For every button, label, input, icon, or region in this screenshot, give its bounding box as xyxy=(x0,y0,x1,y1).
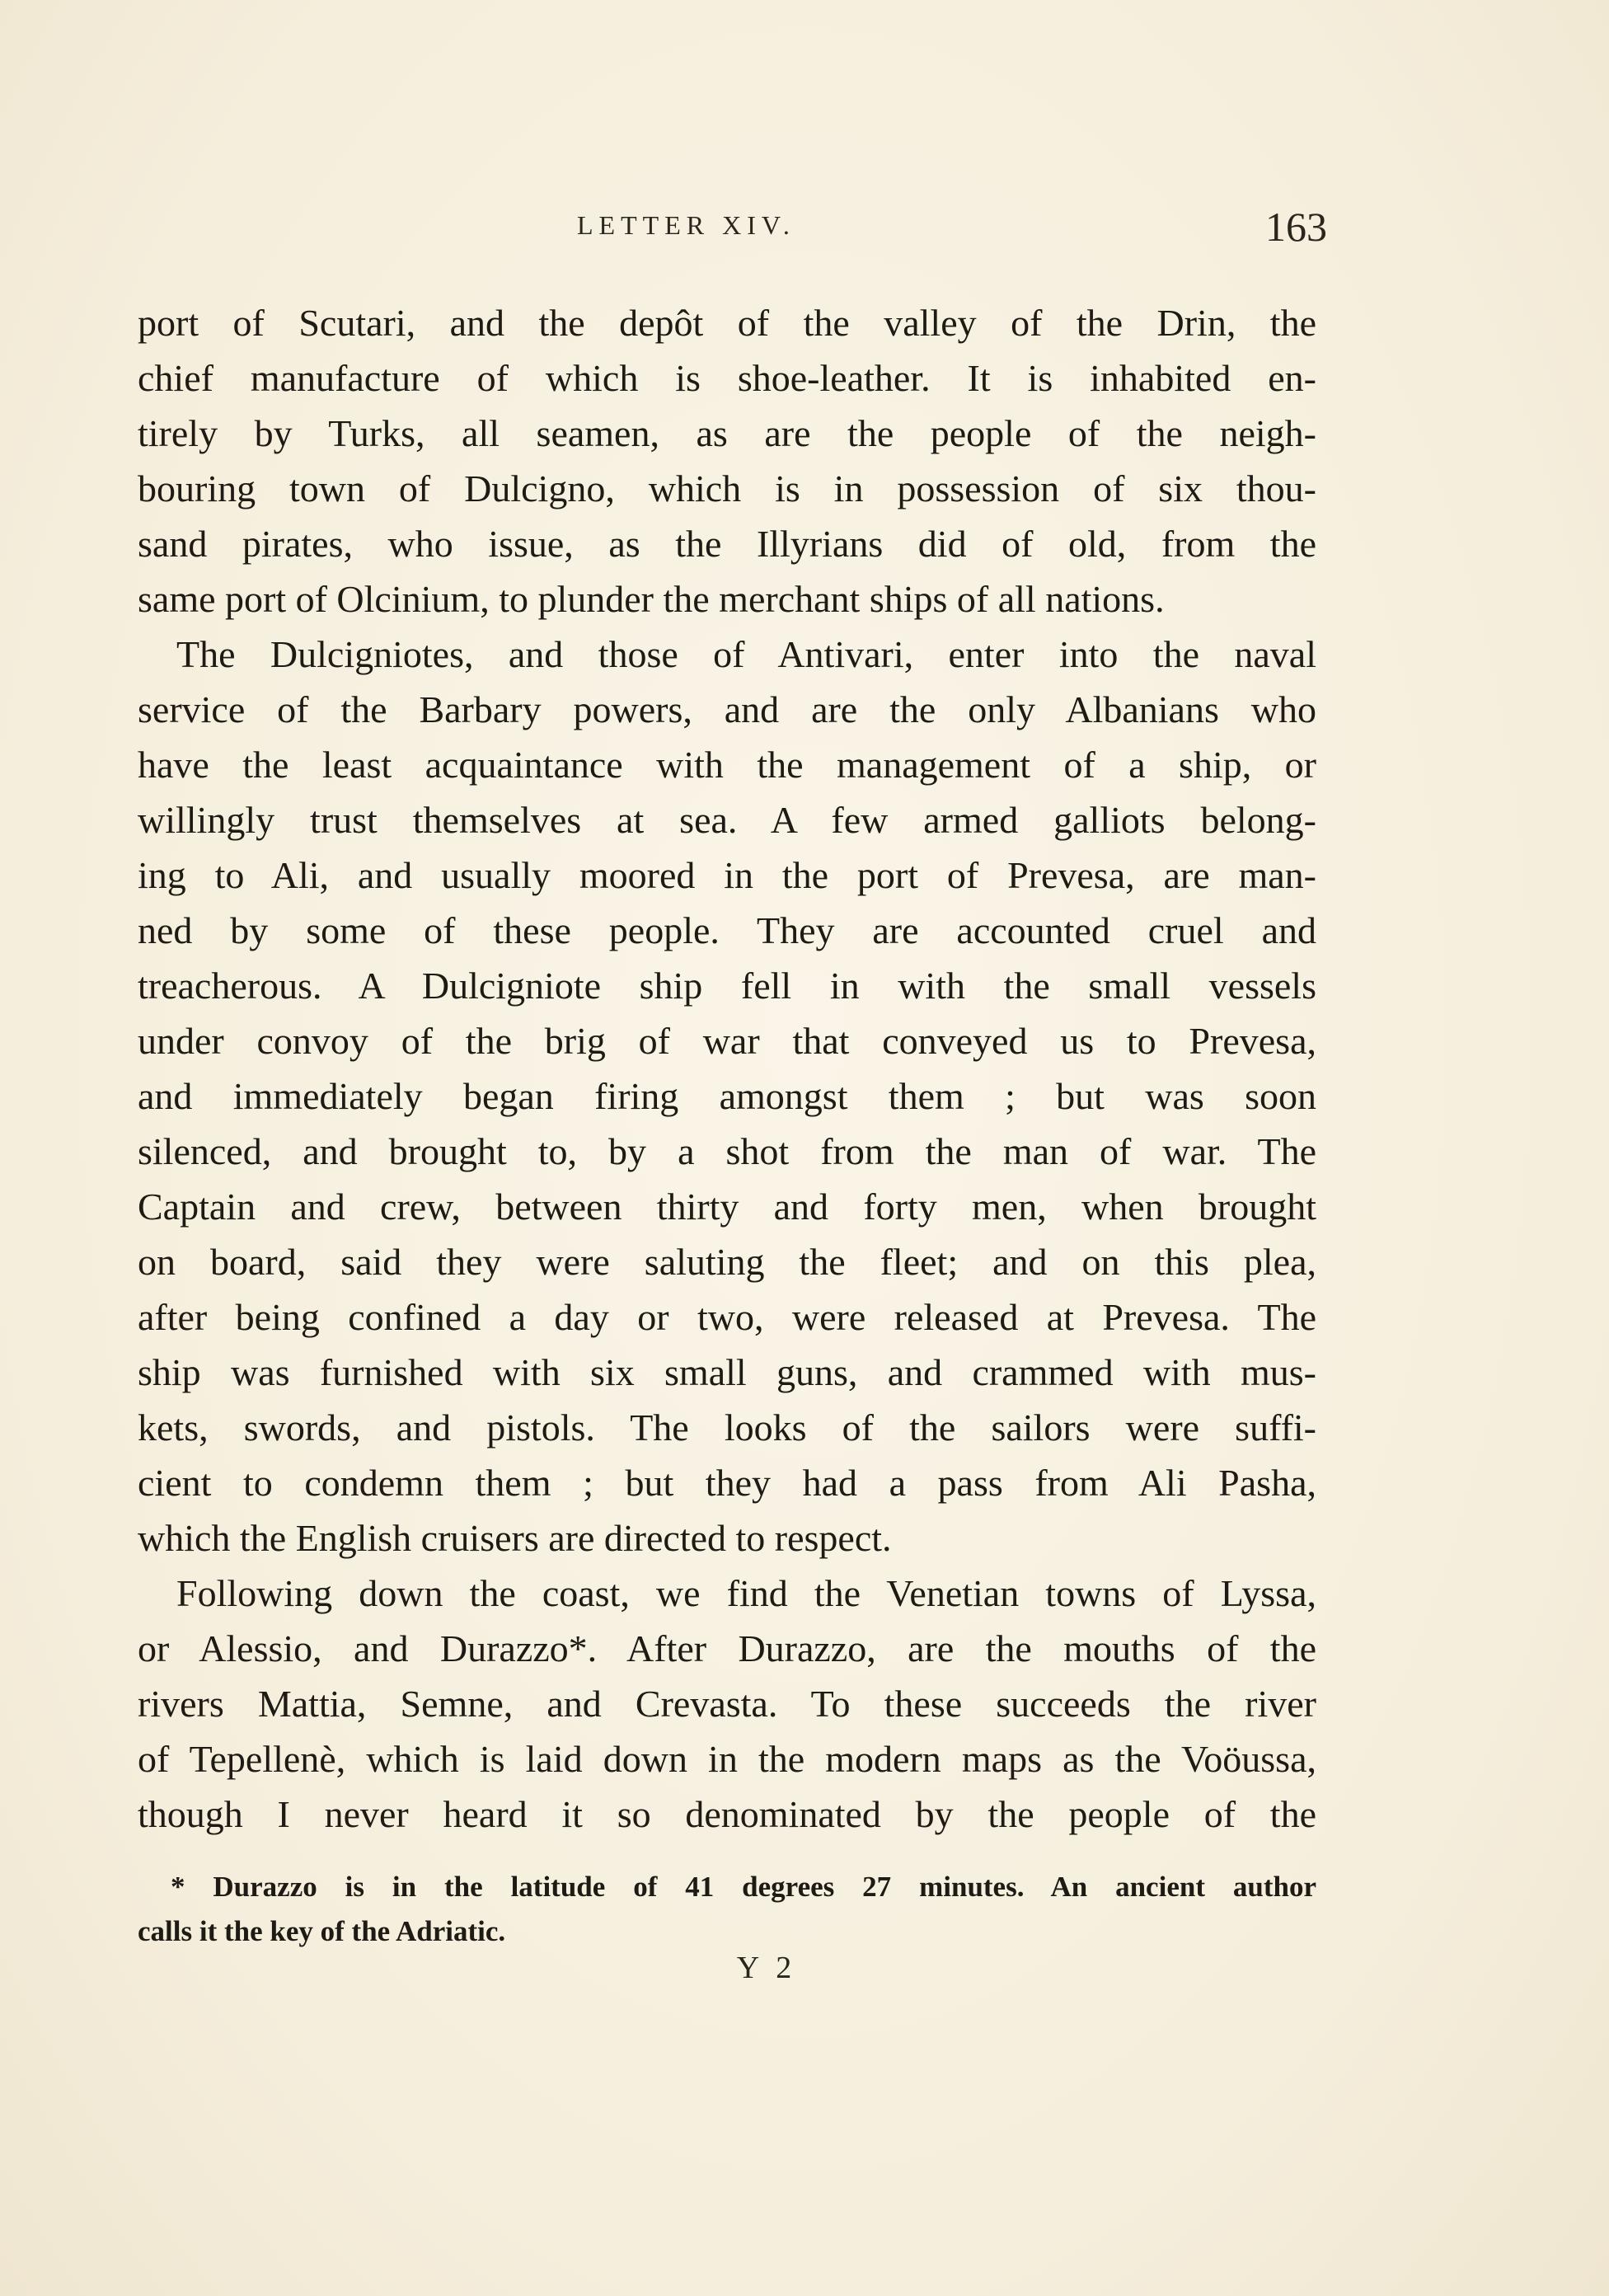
text-line: under convoy of the brig of war that conveyed us to Prevesa, xyxy=(138,1020,1316,1062)
text-line: tirely by Turks, all seamen, as are the people of the neigh- xyxy=(138,412,1316,454)
text-line: and immediately began firing amongst them ; but was soon xyxy=(138,1075,1316,1117)
signature-mark: Y 2 xyxy=(736,1951,797,1985)
text-line: bouring town of Dulcigno, which is in possession of six thou- xyxy=(138,467,1316,509)
text-line: of Tepellenè, which is laid down in the modern maps as the Voöussa, xyxy=(138,1738,1316,1780)
body-text xyxy=(138,295,1316,1842)
text-line: service of the Barbary powers, and are the only Albanians who xyxy=(138,688,1316,730)
text-line: kets, swords, and pistols. The looks of the sailors were suffi- xyxy=(138,1406,1316,1448)
text-line: have the least acquaintance with the management of a ship, or xyxy=(138,744,1316,786)
page-number: 163 xyxy=(1265,204,1327,250)
running-head: LETTER XIV. xyxy=(577,210,795,240)
text-line: ned by some of these people. They are accounted cruel and xyxy=(138,909,1316,951)
text-line: cient to condemn them ; but they had a pass from Ali Pasha, xyxy=(138,1462,1316,1504)
text-line: same port of Olcinium, to plunder the merchant ships of all nations. xyxy=(138,578,1165,620)
text-line: port of Scutari, and the depôt of the valley of the Drin, the xyxy=(138,302,1316,344)
text-line: sand pirates, who issue, as the Illyrians did of old, from the xyxy=(138,523,1316,565)
text-line: after being confined a day or two, were released at Prevesa. The xyxy=(138,1296,1316,1338)
text-line: Captain and crew, between thirty and forty men, when brought xyxy=(138,1186,1316,1228)
text-line: Following down the coast, we find the Venetian towns of Lyssa, xyxy=(176,1572,1316,1614)
text-line: or Alessio, and Durazzo*. After Durazzo, are the mouths of the xyxy=(138,1627,1316,1669)
footnote-line: * Durazzo is in the latitude of 41 degrees 27 minutes. An ancient author xyxy=(171,1871,1316,1903)
text-line: willingly trust themselves at sea. A few armed galliots belong- xyxy=(138,799,1316,841)
text-line: silenced, and brought to, by a shot from the man of war. The xyxy=(138,1130,1316,1172)
text-line: treacherous. A Dulcigniote ship fell in with the small vessels xyxy=(138,965,1316,1007)
text-line: ship was furnished with six small guns, and crammed with mus- xyxy=(138,1351,1316,1393)
text-line: ing to Ali, and usually moored in the port of Prevesa, are man- xyxy=(138,854,1316,896)
text-line: The Dulcigniotes, and those of Antivari, enter into the naval xyxy=(176,633,1316,675)
text-line: chief manufacture of which is shoe-leather. It is inhabited en- xyxy=(138,357,1316,399)
footnote-line: calls it the key of the Adriatic. xyxy=(138,1915,506,1947)
text-line: which the English cruisers are directed to respect. xyxy=(138,1517,892,1559)
text-line: though I never heard it so denominated by the people of the xyxy=(138,1793,1316,1835)
text-line: rivers Mattia, Semne, and Crevasta. To these succeeds the river xyxy=(138,1683,1316,1725)
text-line: on board, said they were saluting the fleet; and on this plea, xyxy=(138,1241,1316,1283)
footnote xyxy=(138,1865,1316,1954)
